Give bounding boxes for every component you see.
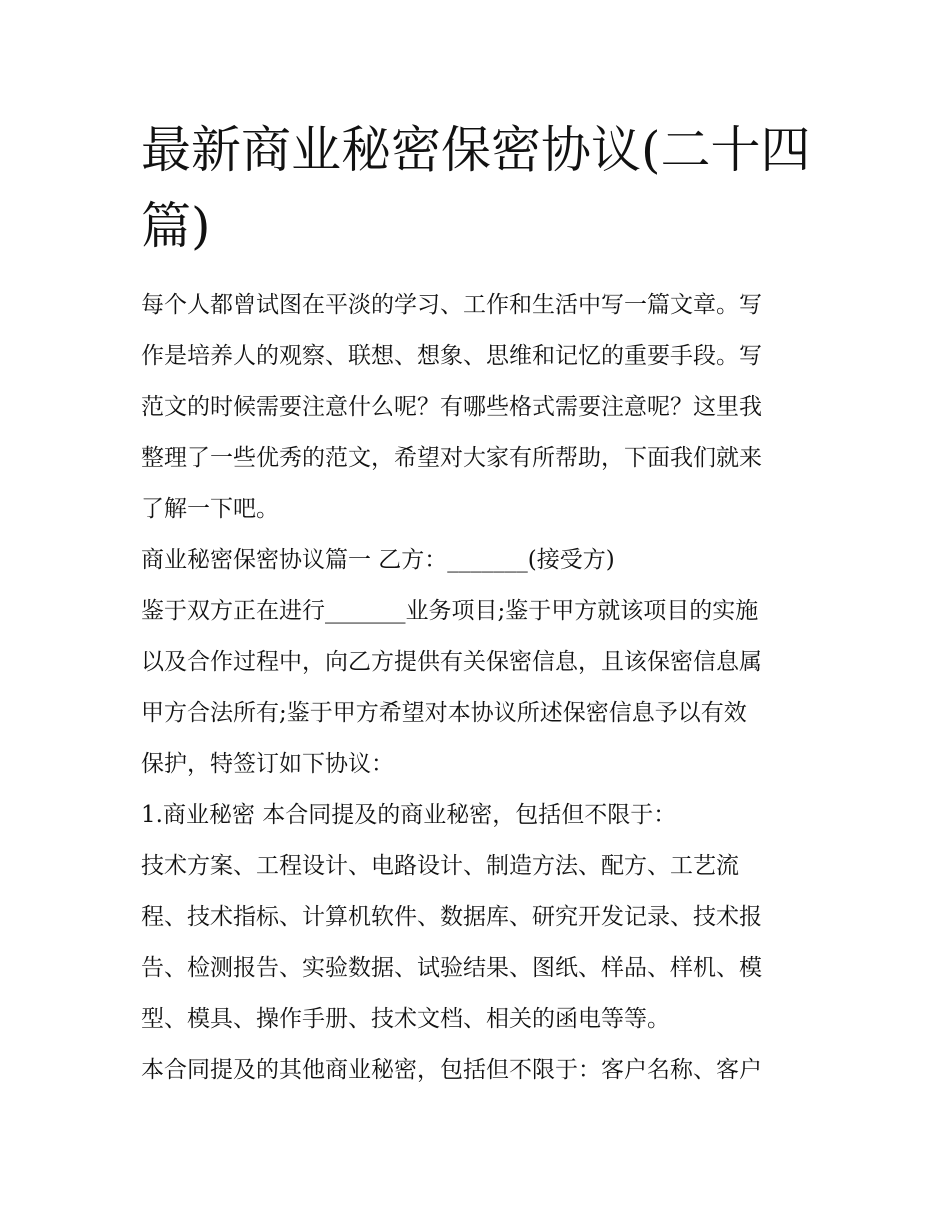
body-line: 甲方合法所有;鉴于甲方希望对本协议所述保密信息予以有效: [141, 700, 747, 726]
body-line: 范文的时候需要注意什么呢？有哪些格式需要注意呢？这里我: [141, 394, 762, 420]
body-line: 型、模具、操作手册、技术文档、相关的函电等等。: [141, 1006, 670, 1032]
document-title: 最新商业秘密保密协议(二十四篇): [141, 121, 811, 255]
body-line: 鉴于双方正在进行_______业务项目;鉴于甲方就该项目的实施: [141, 598, 759, 624]
body-line: 保护，特签订如下协议：: [141, 751, 394, 777]
body-line: 本合同提及的其他商业秘密，包括但不限于：客户名称、客户: [141, 1057, 762, 1083]
body-line: 整理了一些优秀的范文，希望对大家有所帮助，下面我们就来: [141, 445, 762, 471]
body-line: 以及合作过程中，向乙方提供有关保密信息，且该保密信息属: [141, 649, 762, 675]
body-line: 告、检测报告、实验数据、试验结果、图纸、样品、样机、模: [141, 955, 762, 981]
document-body: [141, 280, 821, 1096]
clause-heading: 1.商业秘密 本合同提及的商业秘密，包括但不限于：: [141, 802, 677, 828]
body-line: 作是培养人的观察、联想、想象、思维和记忆的重要手段。写: [141, 343, 762, 369]
body-line: 每个人都曾试图在平淡的学习、工作和生活中写一篇文章。写: [141, 292, 762, 318]
body-line: 了解一下吧。: [141, 496, 279, 522]
section-heading: 商业秘密保密协议篇一 乙方：_______(接受方): [141, 547, 615, 573]
body-line: 程、技术指标、计算机软件、数据库、研究开发记录、技术报: [141, 904, 762, 930]
body-line: 技术方案、工程设计、电路设计、制造方法、配方、工艺流: [141, 853, 739, 879]
